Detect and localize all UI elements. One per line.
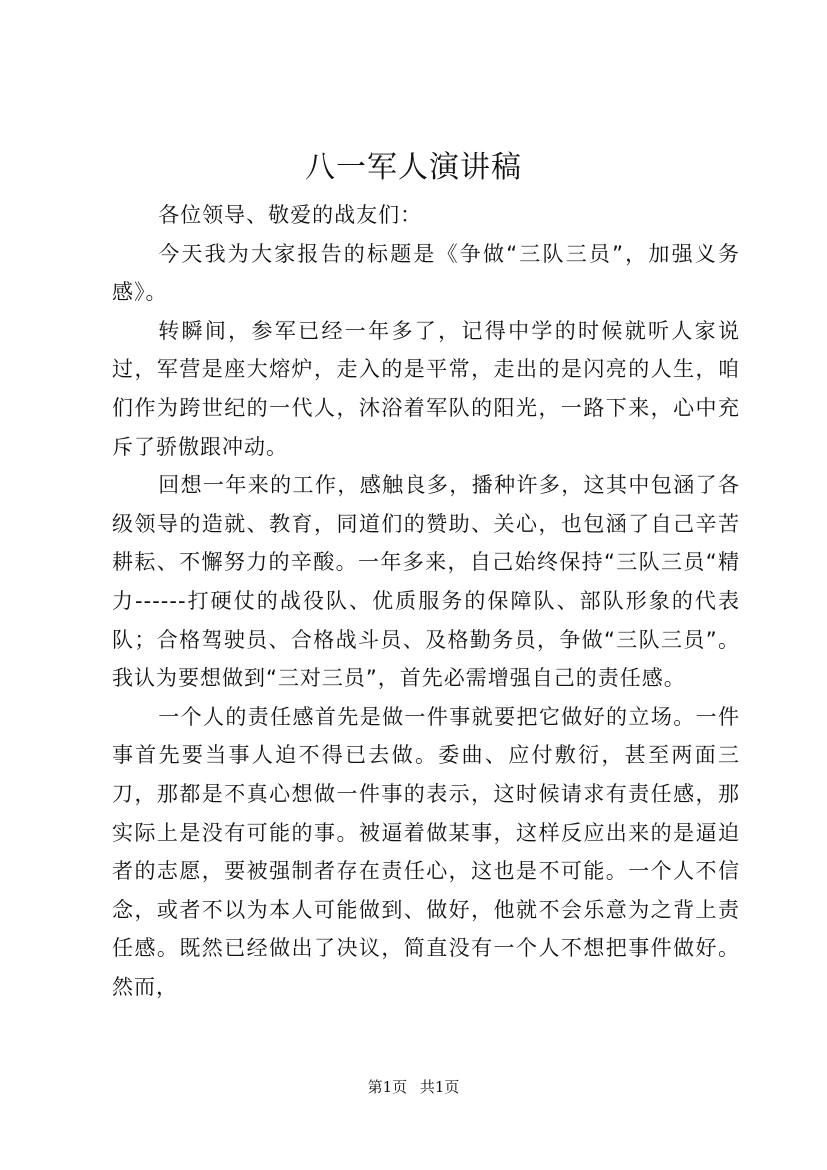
page-footer	[0, 1077, 827, 1097]
page-total: 共1页	[419, 1078, 460, 1096]
paragraph-topic: 今天我为大家报告的标题是《争做“三队三员”，加强义务感》。	[112, 241, 740, 305]
document-body	[112, 196, 740, 1006]
paragraph-intro: 转瞬间，参军已经一年多了，记得中学的时候就听人家说过，军营是座大熔炉，走入的是平常，走出的是闪亮的人生，咱们作为跨世纪的一代人，沐浴着军队的阳光，一路下来，心中充斥了骄傲跟冲动。	[112, 318, 740, 459]
page-number: 第1页	[367, 1078, 408, 1096]
paragraph-review: 回想一年来的工作，感触良多，播种许多，这其中包涵了各级领导的造就、教育，同道们的赞助、关心，也包涵了自己辛苦耕耘、不懈努力的辛酸。一年多来，自己始终保持“三队三员“精力------打硬仗的战役队、优质服务的保障队、部队形象的代表队；合格驾驶员、合格战斗员、及格勤务员，争做“三队三员”。我认为要想做到“三对三员”，首先必需增强自己的责任感。	[112, 473, 740, 691]
paragraph-responsibility: 一个人的责任感首先是做一件事就要把它做好的立场。一件事首先要当事人迫不得已去做。委曲、应付敷衍，甚至两面三刀，那都是不真心想做一件事的表示，这时候请求有责任感，那实际上是没有可能的事。被逼着做某事，这样反应出来的是逼迫者的志愿，要被强制者存在责任心，这也是不可能。一个人不信念，或者不以为本人可能做到、做好，他就不会乐意为之背上责任感。既然已经做出了决议，简直没有一个人不想把事件做好。然而，	[112, 704, 740, 999]
document-title: 八一军人演讲稿	[305, 150, 522, 185]
paragraph-salutation: 各位领导、敬爱的战友们：	[158, 203, 423, 227]
